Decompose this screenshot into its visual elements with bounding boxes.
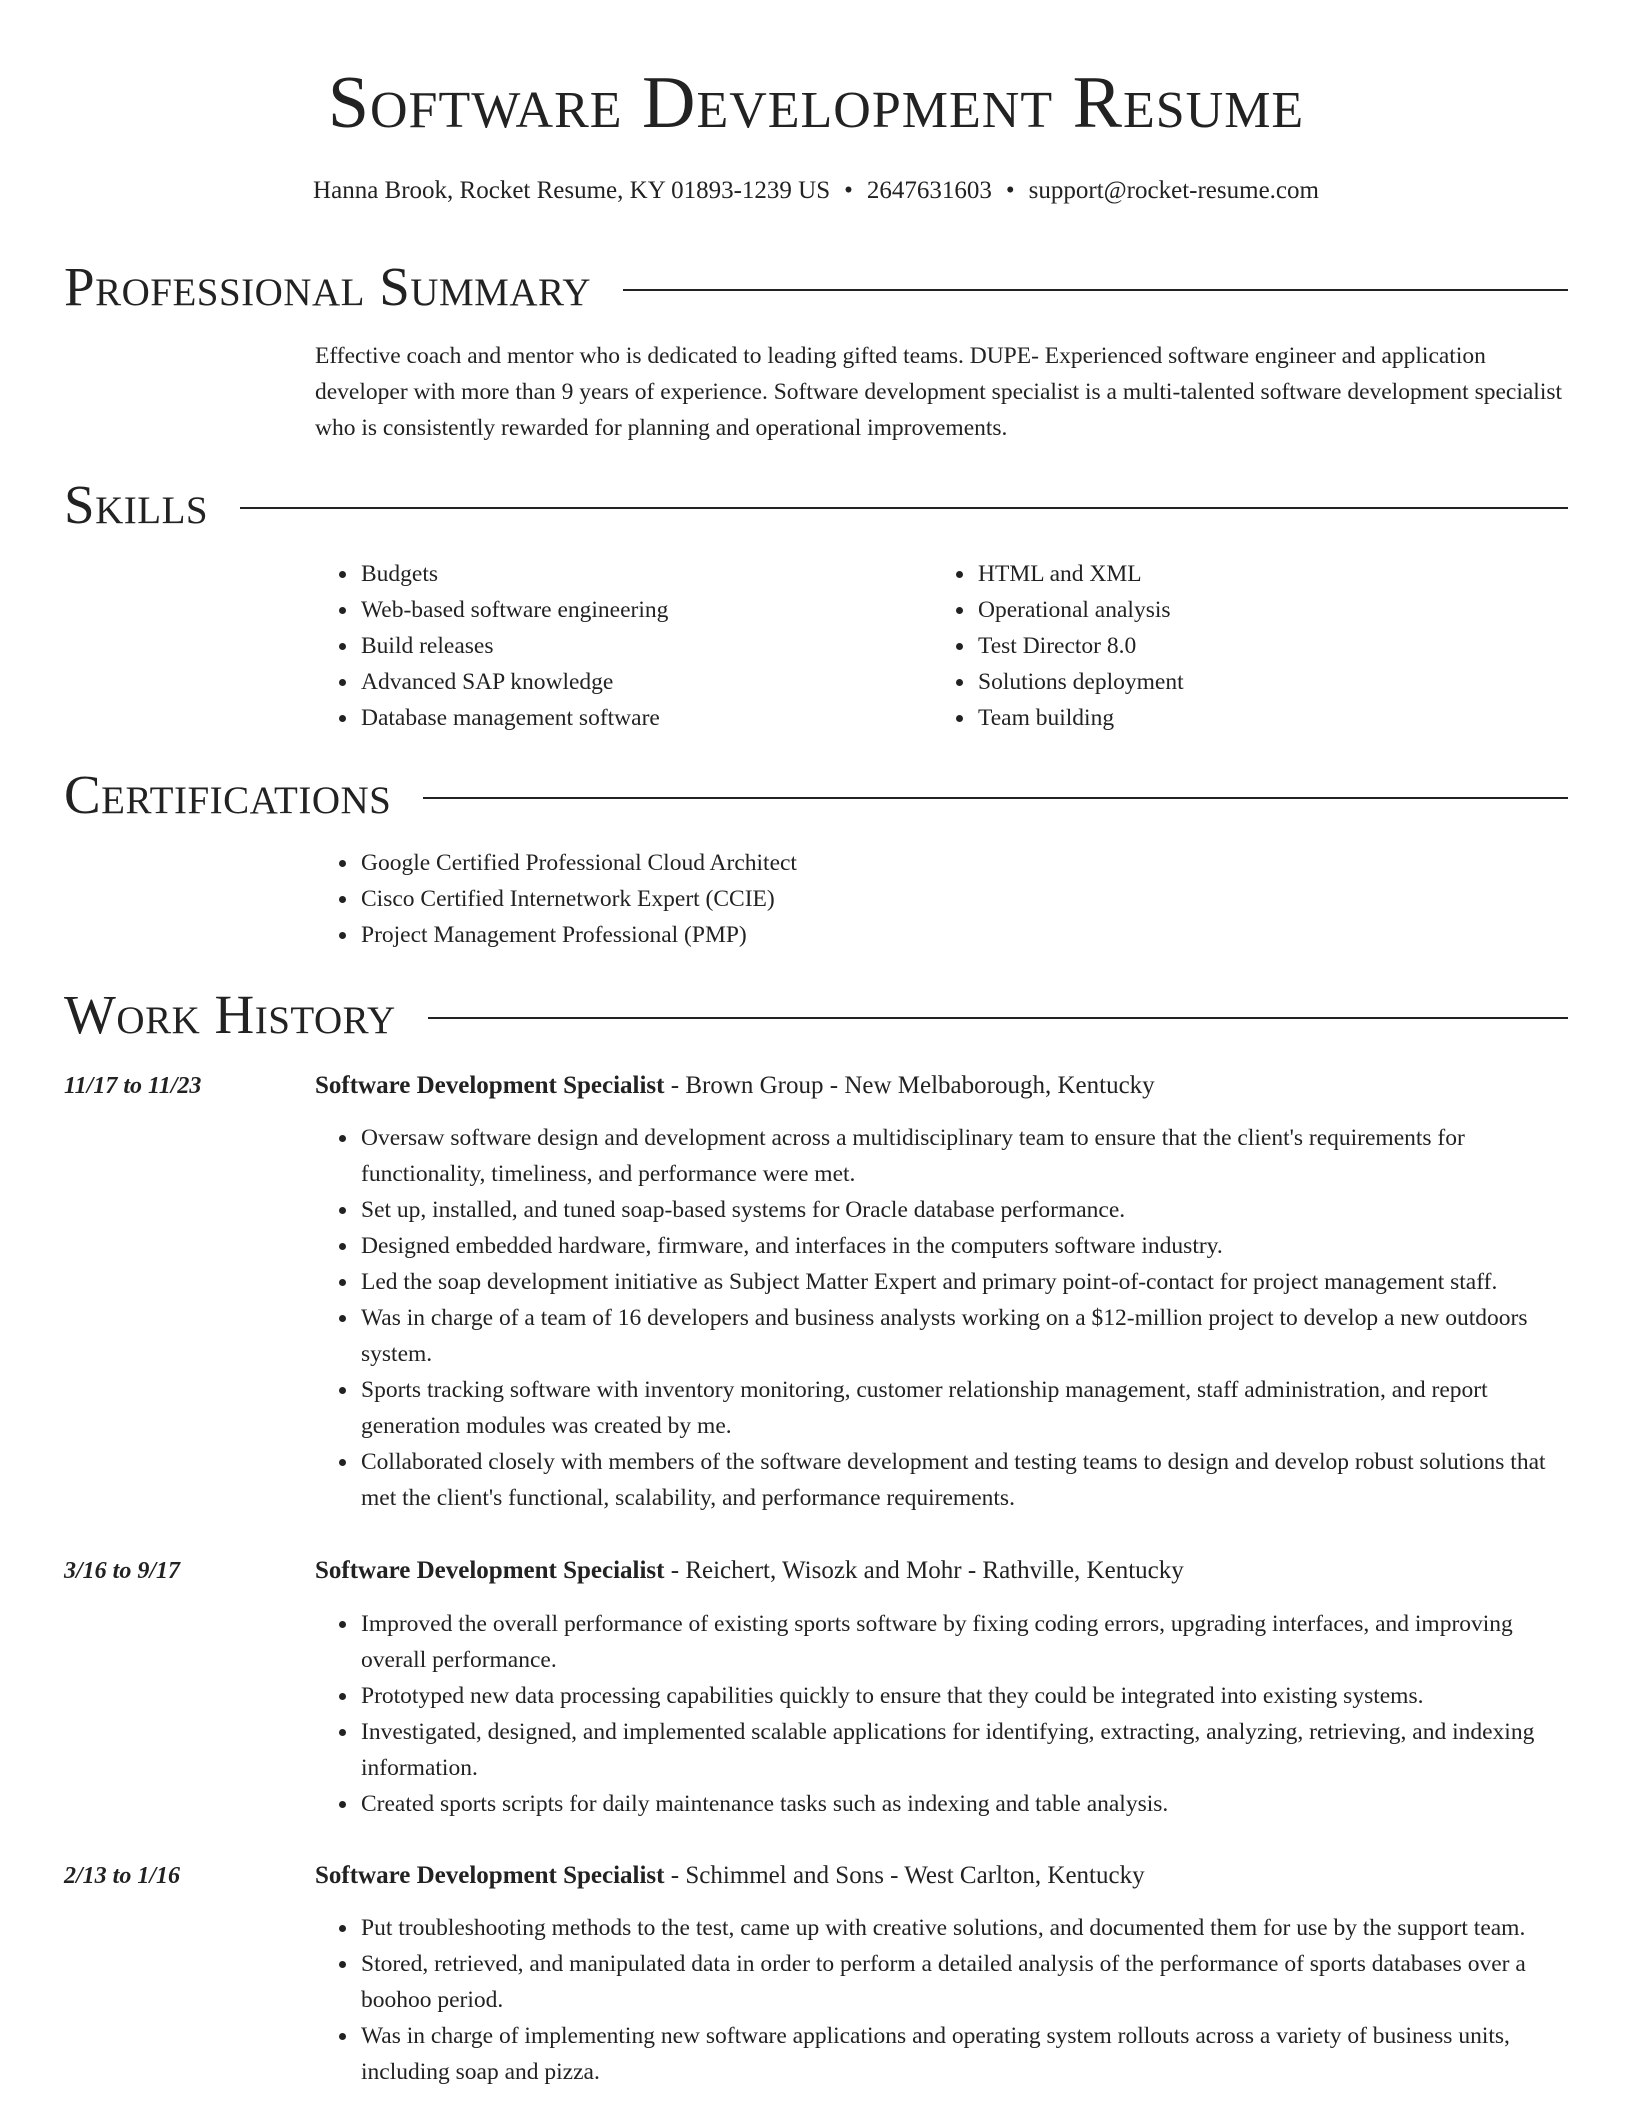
certification-item: • Cisco Certified Internetwork Expert (CCIE) [359, 881, 1570, 917]
skill-item: • Solutions deployment [976, 664, 1549, 700]
skills-list [315, 556, 1570, 736]
skill-item: • Advanced SAP knowledge [359, 664, 932, 700]
job-bullet: • Designed embedded hardware, firmware, and interfaces in the computers software industry. [359, 1228, 1572, 1264]
job-bullet: • Put troubleshooting methods to the test, came up with creative solutions, and documented them for use by the support team. [359, 1910, 1572, 1946]
section-divider [423, 797, 1568, 799]
skill-item: • Budgets [359, 556, 932, 592]
section-heading: Certifications [64, 764, 392, 825]
section-divider [623, 289, 1568, 291]
section-heading: Work History [64, 984, 396, 1045]
job-position: Software Development Specialist [315, 1072, 665, 1099]
skill-item: • Web-based software engineering [359, 592, 932, 628]
job-dates: 11/17 to 11/23 [64, 1073, 202, 1099]
contact-phone: 2647631603 [866, 177, 992, 204]
certifications-list [315, 845, 1570, 953]
certification-item: • Google Certified Professional Cloud Architect [359, 845, 1570, 881]
job-title-line [315, 1068, 1155, 1104]
job-bullet: • Improved the overall performance of existing sports software by fixing coding errors, upgrading interfaces, and improving overall performance. [359, 1606, 1572, 1678]
job-title-line [315, 1858, 1145, 1894]
section-header-summary [64, 254, 1568, 320]
job-bullet: • Set up, installed, and tuned soap-based systems for Oracle database performance. [359, 1192, 1572, 1228]
job-employer: - Brown Group - New Melbaborough, Kentucky [664, 1072, 1155, 1099]
job-bullet: • Prototyped new data processing capabilities quickly to ensure that they could be integrated into existing systems. [359, 1678, 1572, 1714]
section-heading: Skills [64, 474, 209, 535]
skill-item: • Team building [976, 700, 1549, 736]
job-bullet: • Was in charge of implementing new software applications and operating system rollouts across a variety of business units, including soap and pizza. [359, 2018, 1572, 2090]
section-divider [428, 1017, 1568, 1019]
section-header-work-history [64, 982, 1568, 1048]
job-bullet: • Led the soap development initiative as Subject Matter Expert and primary point-of-contact for project management staff. [359, 1264, 1572, 1300]
section-header-certifications [64, 762, 1568, 828]
section-heading: Professional Summary [64, 256, 592, 317]
certifications-bullets [315, 845, 1570, 953]
skills-column-left [315, 556, 932, 736]
skill-item: • Database management software [359, 700, 932, 736]
job-position: Software Development Specialist [315, 1557, 665, 1584]
job-bullets [315, 1606, 1572, 1822]
job-dates: 2/13 to 1/16 [64, 1863, 181, 1889]
job-position: Software Development Specialist [315, 1862, 665, 1889]
job-bullet-list [315, 1120, 1572, 1516]
contact-separator: • [844, 177, 853, 204]
contact-line [0, 174, 1632, 208]
job-bullets [315, 1120, 1572, 1516]
job-bullet: • Investigated, designed, and implemented scalable applications for identifying, extracting, analyzing, retrieving, and indexing information. [359, 1714, 1572, 1786]
skill-item: • HTML and XML [976, 556, 1549, 592]
job-bullet-list [315, 1910, 1572, 2090]
contact-separator: • [1005, 177, 1015, 204]
job-employer: - Reichert, Wisozk and Mohr - Rathville, Kentucky [664, 1557, 1184, 1584]
skills-column-right [932, 556, 1549, 736]
contact-address: Hanna Brook, Rocket Resume, KY 01893-1239 US [313, 177, 831, 204]
section-header-skills [64, 472, 1568, 538]
job-title-line [315, 1553, 1184, 1589]
job-employer: - Schimmel and Sons - West Carlton, Kentucky [664, 1862, 1145, 1889]
contact-email: support@rocket-resume.com [1028, 177, 1319, 204]
skill-item: • Build releases [359, 628, 932, 664]
job-bullet: • Sports tracking software with inventory monitoring, customer relationship management, staff administration, and report generation modules was created by me. [359, 1372, 1572, 1444]
job-bullets [315, 1910, 1572, 2090]
summary-text: Effective coach and mentor who is dedicated to leading gifted teams. DUPE- Experienced software engineer and application developer with more than 9 years of experience. Software development specialist is a multi-talented software development specialist who is consistently rewarded for planning and operational improvements. [315, 343, 1563, 441]
job-bullet: • Collaborated closely with members of the software development and testing teams to design and develop robust solutions that met the client's functional, scalability, and performance requirements. [359, 1444, 1572, 1516]
job-bullet: • Stored, retrieved, and manipulated data in order to perform a detailed analysis of the performance of sports databases over a boohoo period. [359, 1946, 1572, 2018]
job-bullet: • Oversaw software design and development across a multidisciplinary team to ensure that the client's requirements for functionality, timeliness, and performance were met. [359, 1120, 1572, 1192]
job-dates: 3/16 to 9/17 [64, 1558, 181, 1584]
page-title: Software Development Resume [327, 62, 1305, 144]
section-divider [240, 507, 1568, 509]
skill-item: • Test Director 8.0 [976, 628, 1549, 664]
certification-item: • Project Management Professional (PMP) [359, 917, 1570, 953]
job-bullet: • Was in charge of a team of 16 developers and business analysts working on a $12-million project to develop a new outdoors system. [359, 1300, 1572, 1372]
skill-item: • Operational analysis [976, 592, 1549, 628]
job-bullet-list [315, 1606, 1572, 1822]
job-bullet: • Created sports scripts for daily maintenance tasks such as indexing and table analysis. [359, 1786, 1572, 1822]
